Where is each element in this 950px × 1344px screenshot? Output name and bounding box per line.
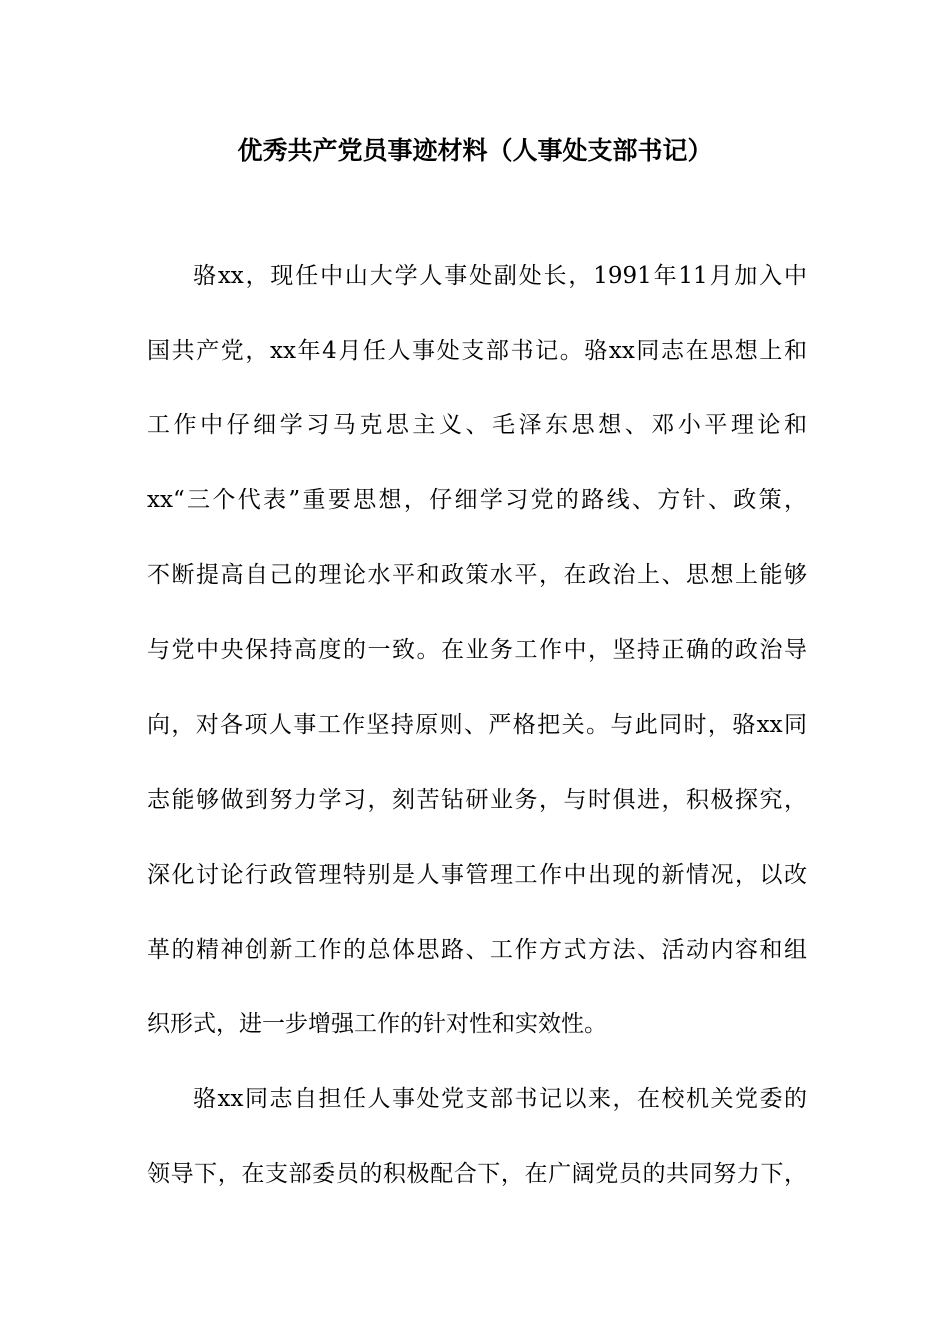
- paragraph-line: 织形式，进一步增强工作的针对性和实效性。: [147, 1011, 607, 1037]
- paragraph-line: 与党中央保持高度的一致。在业务工作中，坚持正确的政治导: [147, 637, 807, 663]
- paragraph-line: 革的精神创新工作的总体思路、工作方式方法、活动内容和组: [147, 937, 807, 963]
- paragraph-line: 骆xx，现任中山大学人事处副处长，1991年11月加入中: [193, 263, 807, 289]
- paragraph-line: 领导下，在支部委员的积极配合下，在广阔党员的共同努力下，: [147, 1161, 807, 1187]
- paragraph-line: xx“三个代表”重要思想，仔细学习党的路线、方针、政策，: [147, 487, 807, 513]
- paragraph-line: 不断提高自己的理论水平和政策水平，在政治上、思想上能够: [147, 562, 807, 588]
- paragraph-line: 向，对各项人事工作坚持原则、严格把关。与此同时，骆xx同: [147, 712, 807, 738]
- paragraph-line: 工作中仔细学习马克思主义、毛泽东思想、邓小平理论和: [147, 412, 807, 438]
- paragraph-line: 国共产党，xx年4月任人事处支部书记。骆xx同志在思想上和: [147, 338, 807, 364]
- paragraph-line: 骆xx同志自担任人事处党支部书记以来，在校机关党委的: [193, 1086, 807, 1112]
- document-title: 优秀共产党员事迹材料（人事处支部书记）: [237, 136, 713, 165]
- paragraph-line: 深化讨论行政管理特别是人事管理工作中出现的新情况，以改: [147, 862, 807, 888]
- paragraph-line: 志能够做到努力学习，刻苦钻研业务，与时俱进，积极探究，: [147, 787, 807, 813]
